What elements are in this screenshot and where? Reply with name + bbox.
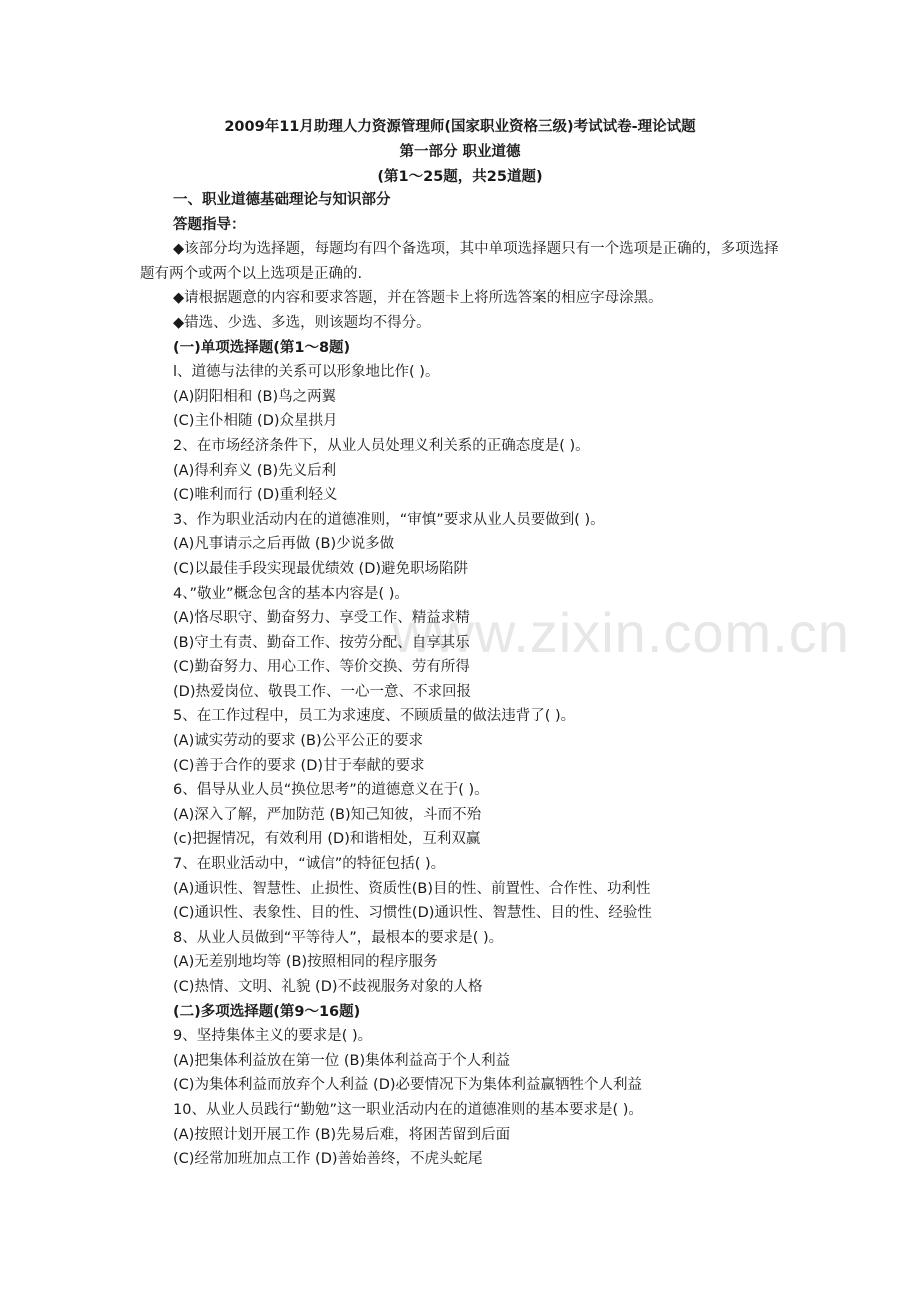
text-line: (A)得利弃义 (B)先义后利 [173,462,337,479]
text-line: ◆该部分均为选择题，每题均有四个备选项，其中单项选择题只有一个选项是正确的，多项选择题有两个或两个以上选项是正确的. [140,241,779,282]
text-line: 2、在市场经济条件下，从业人员处理义利关系的正确态度是( )。 [173,437,590,454]
text-line: (A)无差别地均等 (B)按照相同的程序服务 [173,954,438,971]
text-line: (A)阴阳相和 (B)鸟之两翼 [173,388,337,405]
document-title: 2009年11月助理人力资源管理师(国家职业资格三级)考试试卷-理论试题 [224,119,696,135]
text-line: (A)恪尽职守、勤奋努力、享受工作、精益求精 [173,610,470,627]
watermark: www.zixin.com.cn [392,601,850,664]
question-range: (第1～25题，共25道题) [377,169,543,185]
text-line: ◆请根据题意的内容和要求答题，并在答题卡上将所选答案的相应字母涂黑。 [173,290,663,307]
section-heading: (一)单项选择题(第1～8题) [173,339,351,356]
text-line: 8、从业人员做到“平等待人”，最根本的要求是( )。 [173,929,504,946]
text-line: (C)以最佳手段实现最优绩效 (D)避免职场陷阱 [173,560,469,577]
text-line: (C)为集体利益而放弃个人利益 (D)必要情况下为集体利益赢牺牲个人利益 [173,1077,643,1094]
part-heading: 第一部分 职业道德 [399,144,521,160]
document-body [140,188,780,1172]
text-line: (A)按照计划开展工作 (B)先易后难，将困苦留到后面 [173,1126,511,1143]
text-line: (A)把集体利益放在第一位 (B)集体利益高于个人利益 [173,1052,511,1069]
text-line: (C)善于合作的要求 (D)甘于奉献的要求 [173,757,425,774]
text-line: (C)勤奋努力、用心工作、等价交换、劳有所得 [173,659,470,676]
section-heading: 答题指导： [173,216,246,233]
text-line: (C)热情、文明、礼貌 (D)不歧视服务对象的人格 [173,979,483,995]
text-line: (c)把握情况，有效利用 (D)和谐相处，互利双赢 [173,831,481,848]
text-line: ◆错选、少选、多选，则该题均不得分。 [173,314,431,331]
text-line: (C)唯利而行 (D)重利轻义 [173,487,338,504]
text-line: 4、”敬业”概念包含的基本内容是( )。 [173,585,409,602]
text-line: (C)通识性、表象性、目的性、习惯性(D)通识性、智慧性、目的性、经验性 [173,905,652,922]
text-line: 5、在工作过程中，员工为求速度、不顾质量的做法违背了( )。 [173,708,576,725]
text-line: 9、坚持集体主义的要求是( )。 [173,1028,373,1045]
text-line: (A)诚实劳动的要求 (B)公平公正的要求 [173,733,424,750]
text-line: l、道德与法律的关系可以形象地比作( )。 [173,364,440,381]
section-heading: (二)多项选择题(第9～16题) [173,1003,361,1020]
text-line: (A)凡事请示之后再做 (B)少说多做 [173,536,395,553]
text-line: (A)深入了解，严加防范 (B)知己知彼，斗而不殆 [173,806,482,823]
text-line: 6、倡导从业人员“换位思考”的道德意义在于( )。 [173,782,489,799]
text-line: (B)守土有责、勤奋工作、按劳分配、自享其乐 [173,634,470,651]
text-line: (D)热爱岗位、敬畏工作、一心一意、不求回报 [173,683,471,700]
text-line: (C)经常加班加点工作 (D)善始善终，不虎头蛇尾 [173,1151,483,1168]
text-line: (A)通识性、智慧性、止损性、资质性(B)目的性、前置性、合作性、功利性 [173,880,651,897]
document-header [0,115,920,190]
text-line: 10、从业人员践行“勤勉”这一职业活动内在的道德准则的基本要求是( )。 [173,1101,643,1118]
section-heading: 一、职业道德基础理论与知识部分 [173,192,391,208]
text-line: 3、作为职业活动内在的道德准则，“审慎”要求从业人员要做到( )。 [173,511,605,528]
text-line: 7、在职业活动中，“诚信”的特征包括( )。 [173,856,446,873]
text-line: (C)主仆相随 (D)众星拱月 [173,413,338,430]
